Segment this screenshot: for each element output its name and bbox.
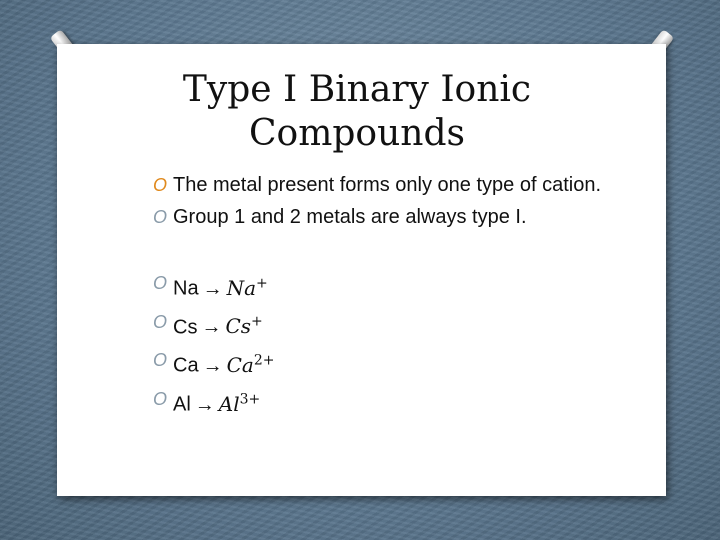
bullet-marker-icon: O [153,175,168,195]
element-symbol: Cs [173,316,198,339]
equation-item-cs [155,309,655,341]
ion-formula [227,276,268,300]
equation-item-ca [155,347,655,379]
title-line-1: Type I Binary Ionic [182,69,532,110]
slide-card [57,44,666,496]
bullet-item [155,172,655,198]
ion-charge: 3+ [239,390,261,407]
ion-formula [219,392,260,416]
bullet-text: Group 1 and 2 metals are always type I. [173,206,527,228]
element-symbol: Na [173,277,199,300]
ion-charge: + [256,275,268,291]
slide-title [147,68,567,156]
element-symbol: Al [173,393,191,416]
bullet-marker-icon: O [153,273,168,293]
arrow-icon: → [201,316,222,339]
ion-base: Al [218,391,240,416]
ion-formula [225,314,262,338]
bullet-marker-icon: O [153,388,168,409]
bullet-list [155,172,655,418]
bullet-marker-icon: O [153,350,168,371]
ion-formula [227,353,275,377]
arrow-icon: → [202,354,223,377]
arrow-icon: → [194,393,215,416]
ion-charge: + [251,313,263,330]
bullet-marker-icon: O [153,311,168,332]
title-line-2: Compounds [249,113,465,154]
arrow-icon: → [202,277,223,300]
element-symbol: Ca [173,354,199,377]
ion-base: Cs [225,314,252,339]
bullet-item [155,204,655,230]
ion-charge: 2+ [253,352,275,369]
equation-item-al [155,386,655,418]
equation-item-na [155,270,655,302]
ion-base: Ca [226,352,254,377]
bullet-marker-icon: O [153,207,168,227]
bullet-text: The metal present forms only one type of cation. [173,174,601,196]
ion-base: Na [226,275,257,300]
